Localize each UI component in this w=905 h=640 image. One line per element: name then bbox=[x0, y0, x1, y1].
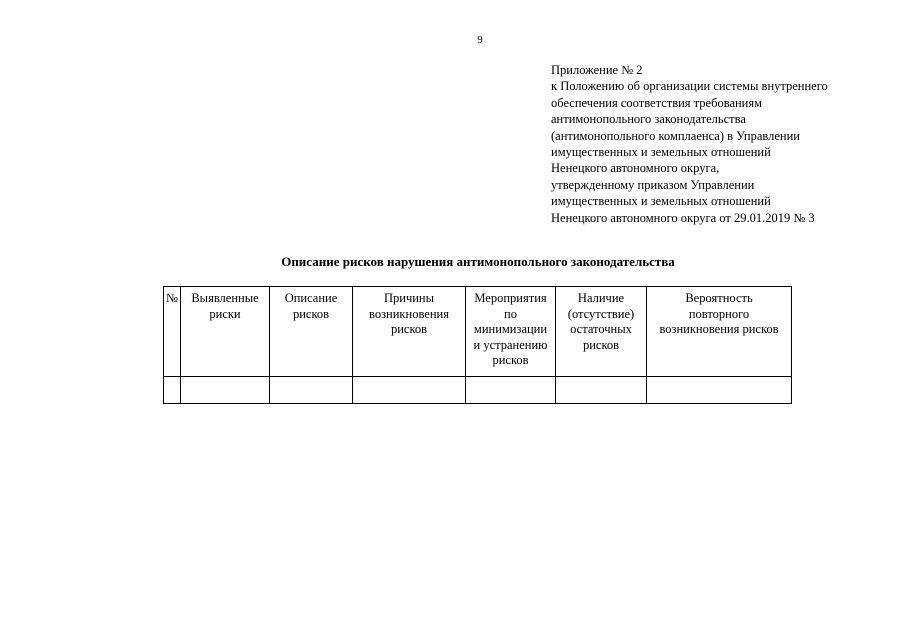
page-number: 9 bbox=[477, 34, 483, 46]
header-identified-risks bbox=[181, 287, 270, 377]
appendix-line: обеспечения соответствия требованиям bbox=[551, 95, 763, 110]
appendix-line: (антимонопольного комплаенса) в Управлении bbox=[551, 128, 800, 143]
table-header-row bbox=[164, 287, 792, 377]
appendix-line: утвержденному приказом Управлении bbox=[551, 177, 755, 192]
table-cell bbox=[164, 377, 181, 404]
table-cell bbox=[556, 377, 647, 404]
header-risk-description bbox=[270, 287, 353, 377]
header-residual-risks bbox=[556, 287, 647, 377]
risk-table bbox=[163, 286, 792, 404]
header-risk-causes bbox=[353, 287, 466, 377]
appendix-line: Ненецкого автономного округа от 29.01.2019 № 3 bbox=[551, 210, 815, 225]
appendix-line: Приложение № 2 bbox=[551, 63, 643, 77]
header-label: Выявленные риски bbox=[191, 291, 259, 321]
appendix-line: антимонопольного законодательства bbox=[551, 112, 746, 127]
table-cell bbox=[181, 377, 270, 404]
table-cell bbox=[270, 377, 353, 404]
header-number bbox=[164, 287, 181, 377]
document-title: Описание рисков нарушения антимонопольного законодательства bbox=[281, 254, 675, 269]
appendix-line: имущественных и земельных отношений bbox=[551, 194, 771, 209]
header-label: Описание рисков bbox=[284, 291, 338, 321]
header-label: Вероятность повторного возникновения рисков bbox=[659, 291, 779, 337]
appendix-line: Ненецкого автономного округа, bbox=[551, 161, 720, 176]
header-label: Мероприятия по минимизации и устранению рисков bbox=[473, 291, 548, 368]
table-row bbox=[164, 377, 792, 404]
table-cell bbox=[353, 377, 466, 404]
header-recurrence-probability bbox=[647, 287, 792, 377]
header-label: № bbox=[166, 291, 178, 305]
appendix-line: к Положению об организации системы внутреннего bbox=[551, 79, 828, 94]
appendix-line: имущественных и земельных отношений bbox=[551, 145, 771, 160]
table-cell bbox=[647, 377, 792, 404]
header-label: Причины возникновения рисков bbox=[369, 291, 449, 337]
table-cell bbox=[466, 377, 556, 404]
header-mitigation-measures bbox=[466, 287, 556, 377]
appendix-block bbox=[551, 62, 891, 226]
header-label: Наличие (отсутствие) остаточных рисков bbox=[567, 291, 635, 352]
